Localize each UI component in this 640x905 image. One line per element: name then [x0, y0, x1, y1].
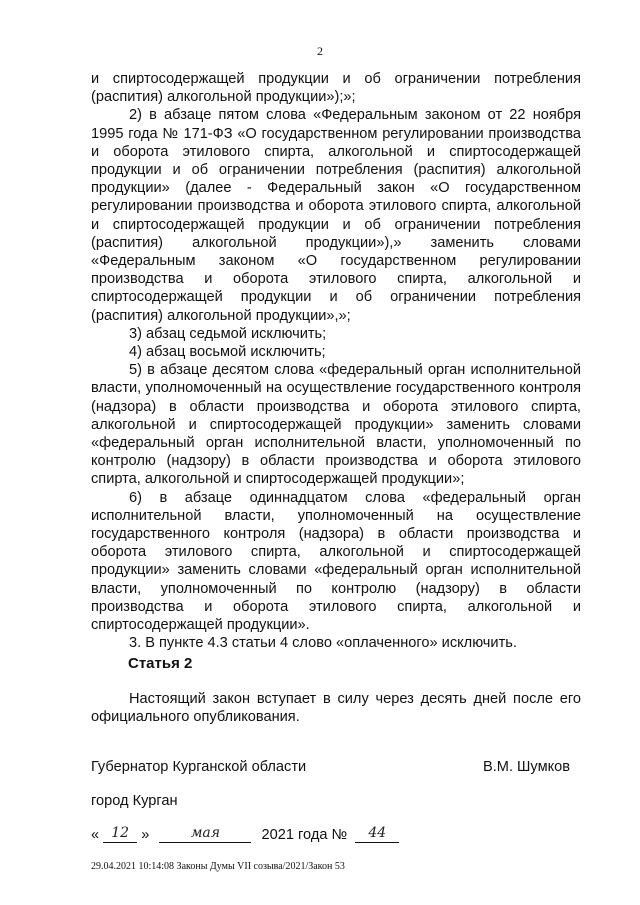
- paragraph-3: 3) абзац седьмой исключить;: [129, 325, 327, 342]
- date-month: мая: [159, 825, 251, 843]
- paragraph-1: и спиртосодержащей продукции и об ограничении потребления (распития) алкогольной продукции»);»;: [91, 71, 581, 106]
- date-close-quote: »: [141, 827, 150, 843]
- date-open-quote: «: [91, 827, 100, 843]
- date-line: [91, 825, 399, 843]
- signature-position: Губернатор Курганской области: [91, 759, 307, 775]
- paragraph-2: 2) в абзаце пятом слова «Федеральным законом от 22 ноября 1995 года № 171-ФЗ «О государственном регулировании производства и оборота этилового спирта, алкогольной и спиртосодержащей продукции и об ограничении потребления (распития) алкогольной продукции» (далее - Федеральный закон «О государственном регулировании производства и оборота этилового спирта, алкогольной и спиртосодержащей продукции и об ограничении потребления (распития) алкогольной продукции»),» заменить словами «Федеральным законом «О государственном регулировании производства и оборота этилового спирта, алкогольной и спиртосодержащей продукции и об ограничении потребления (распития) алкогольной продукции»,»;: [91, 107, 581, 324]
- paragraph-6: 6) в абзаце одиннадцатом слова «федеральный орган исполнительной власти, уполномоченный на осуществление государственного контроля (надзора) в области производства и оборота этилового спирта, алкогольной и спиртосодержащей продукции» заменить словами «федеральный орган исполнительной власти, уполномоченный по контролю (надзору) в области производства и оборота этилового спирта, алкогольной и спиртосодержащей продукции».: [91, 489, 581, 634]
- document-body: [91, 70, 581, 653]
- article-body: Настоящий закон вступает в силу через десять дней после его официального опубликования.: [91, 691, 581, 726]
- footer-stamp: 29.04.2021 10:14:08 Законы Думы VII созыва/2021/Закон 53: [91, 861, 345, 872]
- city: город Курган: [91, 793, 178, 809]
- page-number: 2: [317, 44, 323, 58]
- article-title: Статья 2: [128, 655, 193, 672]
- paragraph-4: 4) абзац восьмой исключить;: [129, 344, 326, 361]
- date-number: 44: [355, 825, 399, 843]
- paragraph-5: 5) в абзаце десятом слова «федеральный орган исполнительной власти, уполномоченный на осуществление государственного контроля (надзора) в области производства и оборота этилового спирта, алкогольной и спиртосодержащей продукции» заменить словами «федеральный орган исполнительной власти, уполномоченный по контролю (надзору) в области производства и оборота этилового спирта, алкогольной и спиртосодержащей продукции»;: [91, 362, 581, 488]
- signature-name: В.М. Шумков: [483, 759, 571, 775]
- date-day: 12: [103, 825, 137, 843]
- date-year-text: 2021 года №: [261, 827, 348, 843]
- paragraph-7: 3. В пункте 4.3 статьи 4 слово «оплаченного» исключить.: [129, 635, 517, 652]
